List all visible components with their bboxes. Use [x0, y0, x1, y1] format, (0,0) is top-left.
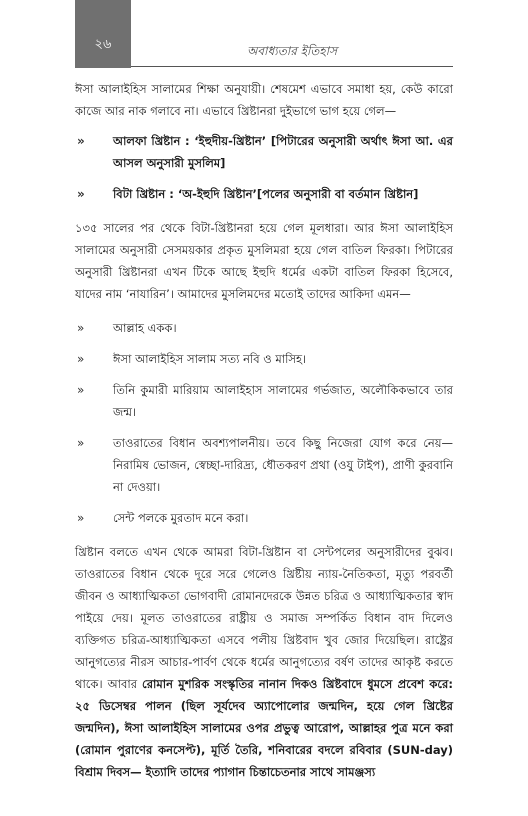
list-item-text: তিনি কুমারী মারিয়াম আলাইহাস সালামের গর্ভজাত, অলৌকিকভাবে তার জন্ম। [113, 383, 453, 419]
list-item-text: বিটা খ্রিষ্টান : ‘অ-ইহুদি খ্রিষ্টান’[পলের অনুসারী বা বর্তমান খ্রিষ্টান] [113, 187, 419, 201]
bullet-icon: » [77, 134, 85, 148]
list-item-text: তাওরাতের বিধান অবশ্যপালনীয়। তবে কিছু নিজেরা যোগ করে নেয়— নিরামিষ ভোজন, স্বেচ্ছা-দারিদ্র্য, ধৌতকরণ প্রথা (ওযু টাইপ), প্রাণী কুরবানি না দেওয়া। [113, 436, 453, 494]
bullet-icon: » [77, 383, 85, 397]
list-item-text: ঈসা আলাইহিস সালাম সত্য নবি ও মাসিহ। [113, 352, 307, 366]
bullet-icon: » [77, 511, 85, 525]
list-item-alpha [75, 130, 453, 174]
list-item-text: আলফা খ্রিষ্টান : ‘ইহুদীয়-খ্রিষ্টান’ [পিটারের অনুসারী অর্থাৎ ঈসা আ. এর আসল অনুসারী মুসলিম] [113, 134, 453, 170]
culture-paragraph [75, 541, 453, 783]
beliefs-list [75, 317, 453, 529]
running-title: অবাধ্যতার ইতিহাস [246, 44, 338, 58]
culture-text: খ্রিষ্টান বলতে এখন থেকে আমরা বিটা-খ্রিষ্টান বা সেন্টপলের অনুসারীদের বুঝব। তাওরাতের বিধান থেকে দূরে সরে গেলেও খ্রিষ্টীয় ন্যায়-নৈতিকতা, মৃত্যু পরবর্তী জীবন ও আধ্যাত্মিকতা ভোগবাদী রোমানদেরকে উন্নত চরিত্র ও আধ্যাত্মিকতার স্বাদ পাইয়ে দেয়। মূলত তাওরাতের রাষ্ট্রীয় ও সমাজ সম্পর্কিত বিধান বাদ দিলেও ব্যক্তিগত চরিত্র-আধ্যাত্মিকতা এসবে পলীয় খ্রিষ্টবাদ খুব জোর দিয়েছিল। রাষ্ট্রের আনুগত্যের নীরস আচার-পার্বণ থেকে ধর্মের আনুগত্যের বর্ষণ তাদের আকৃষ্ট করতে থাকে। আবার [75, 545, 453, 691]
list-item-text: আল্লাহ একক। [113, 321, 177, 335]
list-item-beta [75, 183, 453, 205]
list-item [75, 507, 453, 529]
list-item-text: সেন্ট পলকে মুরতাদ মনে করা। [113, 511, 249, 525]
culture-text-bold: রোমান মুশরিক সংস্কৃতির নানান দিকও খ্রিষ্টবাদে ধুমসে প্রবেশ করে: ২৫ ডিসেম্বর পালন (ছিল সূর্যদেব অ্যাপোলোর জন্মদিন, হয়ে গেল খ্রিষ্টের জন্মদিন), ঈসা আলাইহিস সালামের ওপর প্রভুত্ব আরোপ, আল্লাহর পুত্র মনে করা (রোমান পুরাণের কনসেপ্ট), মূর্তি তৈরি, শনিবারের বদলে রবিবার (SUN-day) বিশ্রাম দিবস— ইত্যাদি তাদের প্যাগান চিন্তাচেতনার সাথে সামঞ্জস্য [75, 677, 453, 779]
list-item [75, 432, 453, 498]
list-item [75, 379, 453, 423]
bullet-icon: » [77, 352, 85, 366]
intro-paragraph: ঈসা আলাইহিস সালামের শিক্ষা অনুযায়ী। শেষমেশ এভাবে সমাধা হয়, কেউ কারো কাজে আর নাক গলাবে না। এভাবে খ্রিষ্টানরা দুইভাগে ভাগ হয়ে গেল— [75, 82, 453, 118]
bullet-icon: » [77, 321, 85, 335]
history-paragraph: ১৩৫ সালের পর থেকে বিটা-খ্রিষ্টানরা হয়ে গেল মূলধারা। আর ঈসা আলাইহিস সালামের অনুসারী সেসময়কার প্রকৃত মুসলিমরা হয়ে গেল বাতিল ফিরকা। পিটারের অনুসারী খ্রিষ্টানরা এখন টিকে আছে ইহুদি ধর্মের একটা বাতিল ফিরকা হিসেবে, যাদের নাম ‘নাযারিন’। আমাদের মুসলিমদের মতোই তাদের আকিদা এমন— [75, 221, 453, 301]
list-item [75, 317, 453, 339]
bullet-icon: » [77, 187, 85, 201]
page-number: ২৬ [94, 37, 112, 52]
header-rule [131, 66, 453, 67]
page-number-tab [75, 0, 131, 68]
bullet-icon: » [77, 436, 85, 450]
list-item [75, 348, 453, 370]
page-body [75, 78, 453, 783]
christian-groups-list [75, 130, 453, 205]
